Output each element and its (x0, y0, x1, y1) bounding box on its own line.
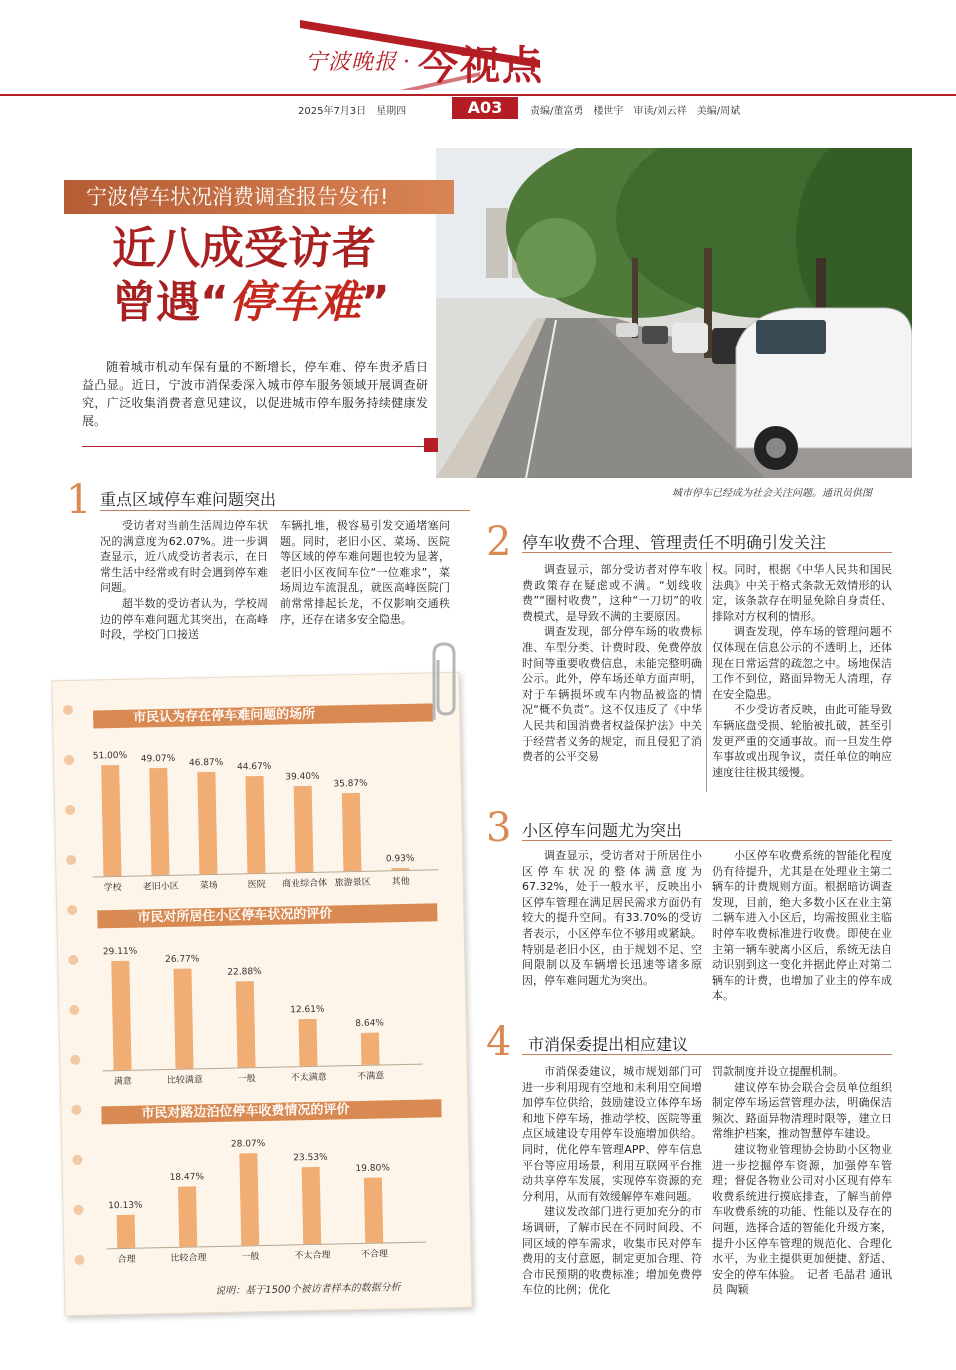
chart-category-label: 旅游景区 (334, 877, 371, 889)
chart-category-label: 不太合理 (294, 1250, 331, 1262)
section-4-col1: 市消保委建议，城市规划部门可进一步利用现有空地和未利用空间增加停车位供给，鼓励建设立体停车场和地下停车场，推动学校、医院等重点区域建设专用停车设施增加供给。同时，优化停车管理APP、停车信息平台等应用场景，利用互联网平台推动共享停车发展，实现停车资源的充分利用，从而有效缓解停车难问题。 建议发改部门进行更加充分的市场调研，了解市民在不同时间段、不同区域的停车需求，收集市民对停车费用的支付意愿，制定更加合理、符合市民预期的收费标准；增加免费停车位的比例；优化 (522, 1065, 702, 1297)
section-4-title: 市消保委提出相应建议 (528, 1035, 689, 1054)
chart-bar (117, 1215, 136, 1248)
chart-bar (294, 786, 314, 872)
panel-hole (71, 1105, 81, 1115)
panel-hole (73, 1205, 83, 1215)
chart-bar (101, 765, 121, 877)
chart-note: 说明：基于1500个被访者样本的数据分析 (215, 1282, 401, 1298)
panel-hole (72, 1155, 82, 1165)
section-1-title: 重点区域停车难问题突出 (100, 490, 277, 509)
chart-category-label: 一般 (241, 1252, 260, 1263)
chart-category-label: 商业综合体 (282, 878, 328, 890)
chart-bar (342, 793, 362, 872)
panel-hole (67, 905, 77, 915)
section-3-number: 3 (486, 805, 512, 851)
chart-bar (364, 1178, 383, 1243)
chart-category-label: 医院 (247, 879, 266, 891)
chart-value-label: 44.67% (236, 761, 272, 773)
chart-category-label: 不合理 (360, 1249, 389, 1260)
section-2-rule (522, 552, 892, 553)
chart-bar (391, 868, 409, 870)
chart-category-label: 其他 (391, 876, 410, 888)
main-headline: 近八成受访者 曾遇“停车难” (112, 223, 390, 328)
chart-1-title: 市民认为存在停车难问题的场所 (93, 703, 433, 728)
intro-paragraph: 随着城市机动车保有量的不断增长，停车难、停车贵矛盾日益凸显。近日，宁波市消保委深入城市停车服务领域开展调查研究，广泛收集消费者意见建议，以促进城市停车服务持续健康发展。 (82, 360, 428, 428)
panel-hole (64, 755, 74, 765)
section-4-rule (522, 1054, 892, 1055)
chart-bar (239, 1153, 259, 1245)
chart-category-label: 一般 (237, 1074, 256, 1085)
column-divider (706, 562, 707, 792)
editors-credit: 责编/董富勇 楼世宇 审读/刘云祥 美编/周斌 (530, 106, 741, 117)
chart-2-title: 市民对所居住小区停车状况的评价 (97, 903, 437, 928)
chart-value-label: 29.11% (102, 946, 138, 958)
section-2-number: 2 (486, 519, 512, 565)
issue-date: 2025年7月3日 星期四 (298, 106, 407, 117)
chart-value-label: 12.61% (290, 1004, 325, 1016)
panel-hole (74, 1255, 84, 1265)
chart-value-label: 22.88% (227, 967, 262, 979)
section-3-col2: 小区停车收费系统的智能化程度仍有待提升，尤其是在处理业主第二辆车的计费规则方面。根据暗访调查发现，目前，绝大多数小区在业主第二辆车进入小区后，均需按照业主临时停车收费标准进行收费。即使在业主第一辆车驶离小区后，系统无法自动识别到这一变化并据此停止对第二辆车的计费，也增加了业主的停车成本。 (712, 849, 892, 1003)
chart-value-label: 0.93% (385, 853, 415, 865)
chart-bar (111, 961, 131, 1070)
chart-value-label: 51.00% (92, 750, 128, 762)
chart-bar (178, 1186, 197, 1247)
section-1-col2: 车辆扎堆，极容易引发交通堵塞问题。同时，老旧小区、菜场、医院等区域的停车难问题也较为显著，老旧小区夜间车位“一位难求”，菜场周边车流混乱，就医高峰医院门前常常排起长龙，不仅影响交通秩序，还存在诸多安全隐患。 (280, 519, 450, 626)
headline-highlight: 停车难 (228, 277, 361, 328)
panel-hole (66, 855, 76, 865)
chart-bar (302, 1167, 322, 1244)
chart-category-label: 不满意 (357, 1071, 385, 1083)
chart-category-label: 满意 (113, 1076, 132, 1088)
panel-hole (65, 805, 75, 815)
street-parking-photo (436, 148, 912, 478)
chart-category-label: 老旧小区 (142, 881, 179, 893)
section-1-number: 1 (66, 477, 92, 523)
chart-bar (299, 1019, 318, 1067)
section-4-col2: 罚款制度并设立提醒机制。 建议停车协会联合会员单位组织制定停车场运营管理办法，明确保洁频次、路面异物清理时限等，建立日常维护档案，推动智慧停车建设。 建议物业管理协会协助小区物业进一步挖掘停车资源，加强停车管理；督促各物业公司对小区现有停车收费系统进行摸底排查，了解当前停车收费系统的功能、性能以及存在的问题，选择合适的智能化升级方案，提升小区停车管理的规范化、合理化水平，为业主提供更加便捷、舒适、安全的停车体验。 记者 毛晶君 通讯员 陶颖 (712, 1065, 892, 1297)
section-3-title: 小区停车问题尤为突出 (522, 821, 683, 840)
photo-caption: 城市停车已经成为社会关注问题。通讯员供图 (672, 488, 872, 499)
charts-panel (51, 672, 472, 1316)
intro-divider (82, 446, 428, 447)
chart-bar (361, 1032, 380, 1065)
chart-category-label: 合理 (117, 1254, 136, 1266)
chart-value-label: 10.13% (108, 1200, 143, 1212)
chart-bar (236, 982, 256, 1068)
chart-value-label: 49.07% (140, 753, 176, 765)
section-2-col2: 权。同时，根据《中华人民共和国民法典》中关于格式条款无效情形的认定，该条款存在明显免除自身责任、排除对方权利的情形。 调查发现，停车场的管理问题不仅体现在信息公示的不透明上，还体现在日常运营的疏忽之中。场地保洁工作不到位，路面异物无人清理，存在安全隐患。 不少受访者反映，由此可能导致车辆底盘受损、轮胎被扎破，甚至引发更严重的交通事故。而一旦发生停车事故或出现争议，责任单位的响应速度往往极其缓慢。 (712, 563, 892, 779)
chart-value-label: 39.40% (285, 771, 320, 783)
panel-hole (63, 705, 73, 715)
intro-square-mark (424, 438, 438, 452)
section-4-number: 4 (486, 1019, 512, 1065)
chart-bar (149, 768, 169, 875)
chart-3-title: 市民对路边泊位停车收费情况的评价 (101, 1099, 441, 1124)
chart-bar (173, 968, 193, 1069)
headline-kicker: 宁波停车状况消费调查报告发布! (64, 180, 454, 214)
chart-value-label: 8.64% (355, 1018, 385, 1029)
section-1-rule (100, 510, 470, 511)
section-1-col1: 受访者对当前生活周边停车状况的满意度为62.07%。进一步调查显示，近八成受访者表示，在日常生活中经常或有时会遇到停车难问题。 超半数的受访者认为，学校周边的停车难问题尤其突出，在高峰时段，学校门口接送 (100, 519, 268, 642)
chart-category-label: 比较合理 (170, 1253, 207, 1264)
masthead-brand: 宁波晚报 · (305, 50, 412, 75)
chart-bar (245, 775, 265, 873)
section-2-col1: 调查显示，部分受访者对停车收费政策存在疑虑或不满。“划线收费”“圈村收费”，这种“一刀切”的收费模式，是导致不满的主要原因。 调查发现，部分停车场的收费标准、车型分类、计费时段、免费停放时间等重要收费信息，未能完整明确公示。此外，停车场还单方面声明，对于车辆损坏或车内物品被盗的情况“概不负责”。这不仅违反了《中华人民共和国消费者权益保护法》中关于经营者义务的规定，而且侵犯了消费者的公平交易 (522, 563, 702, 764)
section-3-rule (522, 840, 892, 841)
chart-value-label: 19.80% (355, 1163, 390, 1175)
masthead-rule (0, 94, 956, 96)
chart-value-label: 28.07% (230, 1139, 266, 1150)
panel-hole (68, 955, 78, 965)
chart-category-label: 菜场 (199, 880, 218, 892)
chart-category-label: 不太满意 (290, 1072, 327, 1084)
section-3-col1: 调查显示，受访者对于所居住小区停车状况的整体满意度为67.32%，处于一般水平，反映出小区停车管理在满足居民需求方面仍有较大的提升空间。有33.70%的受访者表示，小区停车位不够用或紧缺。特别是老旧小区，由于规划不足、空间限制以及车辆增长迅速等诸多原因，停车难问题尤为突出。 (522, 849, 702, 987)
chart-value-label: 18.47% (169, 1171, 205, 1183)
masthead-section-title: 今视点 (418, 43, 544, 89)
chart-value-label: 46.87% (188, 757, 224, 769)
chart-bar (197, 772, 217, 875)
page-number-badge: A03 (452, 97, 518, 119)
section-2-title: 停车收费不合理、管理责任不明确引发关注 (522, 533, 827, 552)
chart-category-label: 比较满意 (166, 1075, 203, 1087)
chart-value-label: 23.53% (293, 1152, 328, 1164)
panel-hole (70, 1055, 80, 1065)
chart-value-label: 26.77% (164, 954, 200, 965)
panel-hole (69, 1005, 79, 1015)
chart-value-label: 35.87% (333, 778, 368, 790)
chart-category-label: 学校 (103, 882, 122, 894)
paperclip-icon (420, 640, 464, 726)
